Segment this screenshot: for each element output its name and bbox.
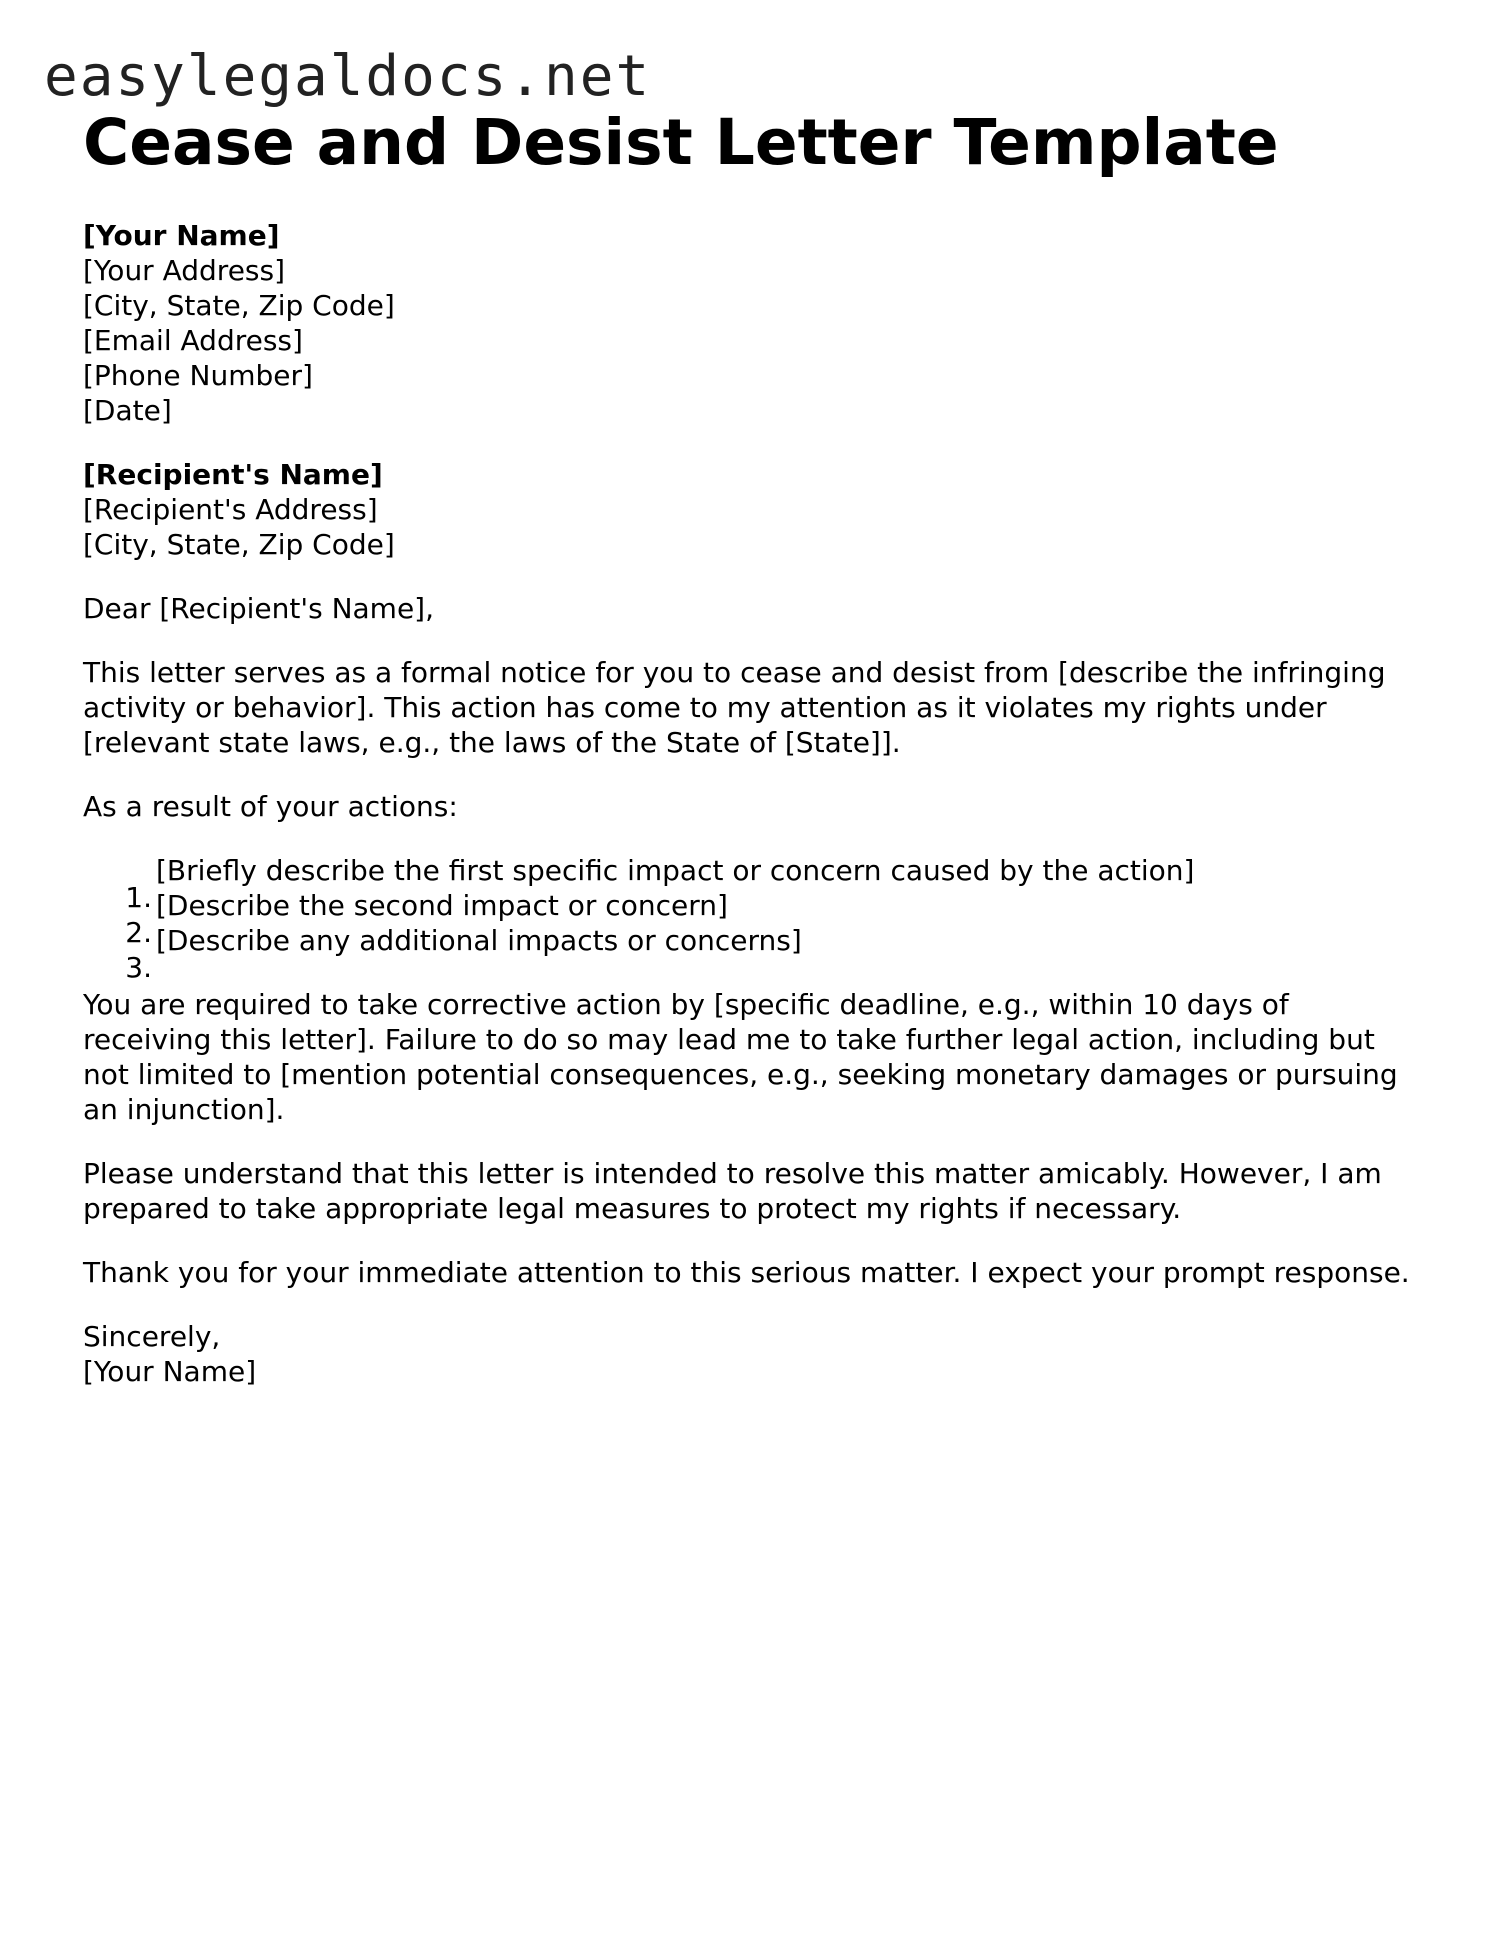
list-item (125, 923, 1413, 984)
document-title: Cease and Desist Letter Template (83, 106, 1279, 179)
letter-date: [Date] (83, 394, 172, 427)
sender-email: [Email Address] (83, 324, 303, 357)
list-item-number: 2. (125, 916, 152, 949)
corrective-action-paragraph: You are required to take corrective action by [specific deadline, e.g., within 10 days of receiving this letter]. Failure to do so may lead me to take further legal action, including but not limited to [mention potential consequences, e.g., seeking monetary damages or pursuing an injunction]. (83, 988, 1398, 1126)
amicable-resolution-paragraph: Please understand that this letter is intended to resolve this matter amicably. However, I am prepared to take appropriate legal measures to protect my rights if necessary. (83, 1157, 1382, 1225)
recipient-city-state-zip: [City, State, Zip Code] (83, 528, 395, 561)
list-item-text: [Briefly describe the first specific impact or concern caused by the action] (156, 854, 1195, 887)
site-watermark: easylegaldocs.net (44, 44, 652, 109)
closing-block (83, 1319, 1413, 1389)
list-item-number: 1. (125, 881, 152, 914)
recipient-name: [Recipient's Name] (83, 458, 383, 491)
letter-document (83, 100, 1413, 1389)
list-item-text: [Describe any additional impacts or concerns] (156, 924, 802, 957)
intro-paragraph: This letter serves as a formal notice for you to cease and desist from [describe the infringing activity or behavior]. This action has come to my attention as it violates my rights under [relevant state laws, e.g., the laws of the State of [State]]. (83, 656, 1386, 759)
recipient-block (83, 457, 1413, 562)
sender-block (83, 218, 1413, 428)
valediction: Sincerely, (83, 1320, 221, 1353)
thanks-paragraph: Thank you for your immediate attention to this serious matter. I expect your prompt response. (83, 1256, 1410, 1289)
list-item-text: [Describe the second impact or concern] (156, 889, 728, 922)
sender-name: [Your Name] (83, 219, 280, 252)
list-item-number: 3. (125, 951, 152, 984)
sender-phone: [Phone Number] (83, 359, 313, 392)
impacts-list (83, 853, 1413, 984)
sender-address: [Your Address] (83, 254, 286, 287)
recipient-address: [Recipient's Address] (83, 493, 378, 526)
salutation: Dear [Recipient's Name], (83, 592, 434, 625)
result-lead-paragraph: As a result of your actions: (83, 790, 458, 823)
signature-name: [Your Name] (83, 1355, 257, 1388)
sender-city-state-zip: [City, State, Zip Code] (83, 289, 395, 322)
